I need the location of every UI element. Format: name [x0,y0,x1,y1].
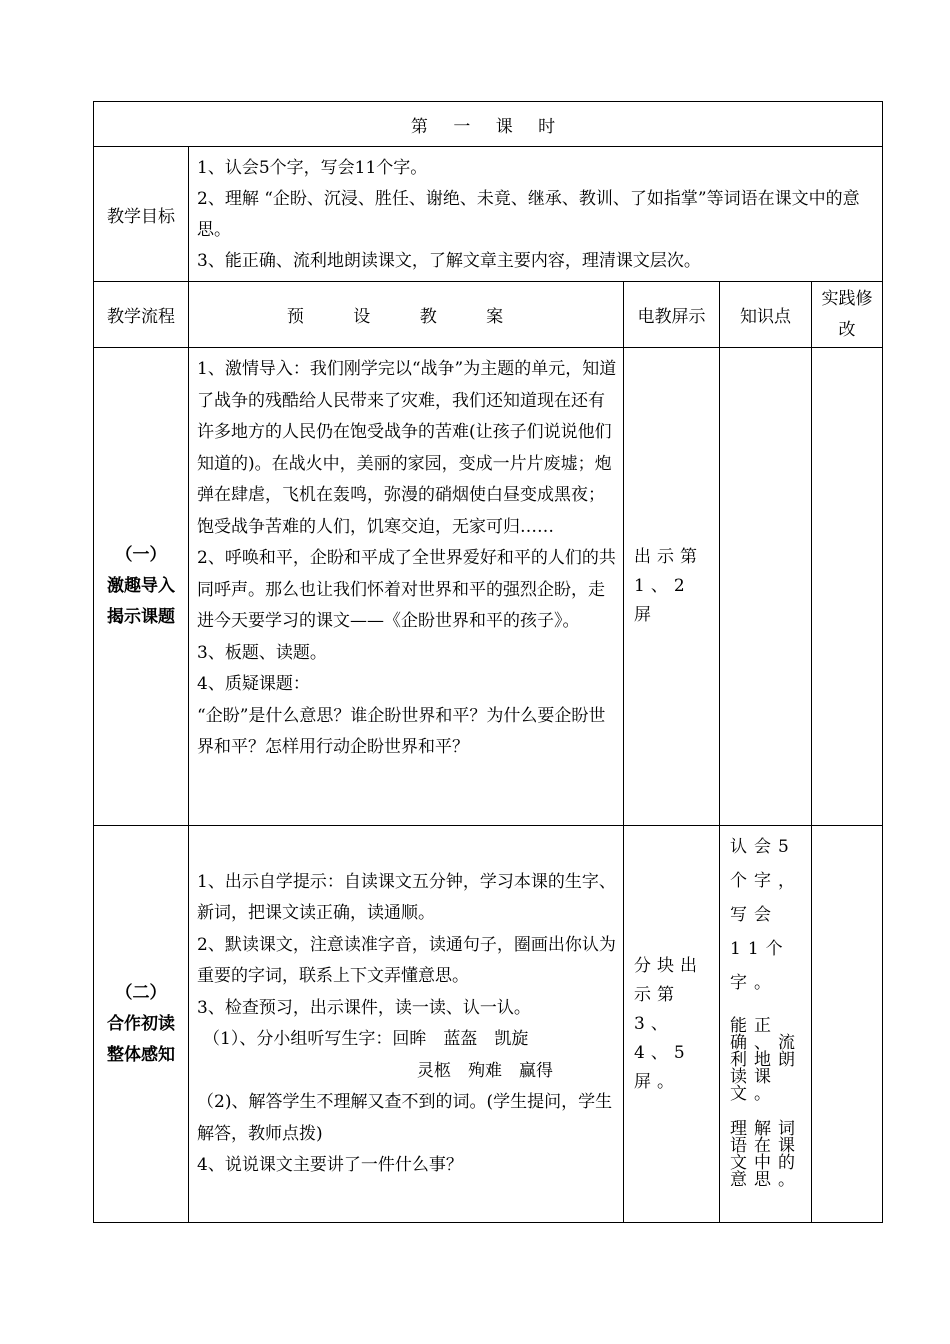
stage-one-display: 出示第1、2屏 [624,348,720,826]
knowledge-point: 能正确、流利地朗读课文。 [730,1016,802,1104]
stage-two-display: 分块出示第3、4、5屏。 [624,826,720,1223]
plan-paragraph: 4、质疑课题： [197,674,310,694]
lesson-plan-table [93,101,883,1223]
goal-line: 2、理解 “企盼、沉浸、胜任、谢绝、未竟、继承、教训、了如指掌”等词语在课文中的意思。 [197,189,860,240]
plan-paragraph: 4、说说课文主要讲了一件什么事？ [197,1155,463,1175]
stage-title-line: 整体感知 [107,1044,175,1065]
stage-two-knowledge [720,826,812,1223]
header-plan: 预 设 教 案 [189,282,624,348]
stage-title-line: 合作初读 [107,1013,175,1034]
stage-title-line: 揭示课题 [107,607,175,627]
plan-paragraph: 1、激情导入：我们刚学完以“战争”为主题的单元，知道了战争的残酷给人民带来了灾难，我们还知道现在还有许多地方的人民仍在饱受战争的苦难(让孩子们说说他们知道的)。在战火中，美丽的家园，变成一片片废墟；炮弹在肆虐，飞机在轰鸣，弥漫的硝烟使白昼变成黑夜；饱受战争苦难的人们，饥寒交迫，无家可归…… [197,359,617,537]
stage-one-revise [812,348,883,826]
plan-paragraph: “企盼”是什么意思？谁企盼世界和平？为什么要企盼世界和平？怎样用行动企盼世界和平？ [197,705,606,757]
goals-content [189,147,883,282]
header-display: 电教屏示 [624,282,720,348]
knowledge-point: 理解词语在课文中的意思。 [730,1119,802,1190]
plan-paragraph: 3、板题、读题。 [197,642,327,663]
plan-paragraph: （1）、分小组听写生字：回眸 蓝盔 凯旋 [203,1029,529,1049]
goals-label: 教学目标 [94,147,189,282]
stage-title-line: 激趣导入 [107,576,175,596]
stage-number: （一） [115,545,167,565]
lesson-title: 第 一 课 时 [94,102,883,147]
goal-line: 3、能正确、流利地朗读课文，了解文章主要内容，理清课文层次。 [197,251,701,271]
header-flow: 教学流程 [94,282,189,348]
header-revise: 实践修改 [812,282,883,348]
stage-two-plan [189,826,624,1223]
plan-paragraph: 灵柩 殉难 赢得 [417,1060,553,1081]
goal-line: 1、认会5个字，写会11个字。 [197,158,428,178]
header-knowledge: 知识点 [720,282,812,348]
knowledge-point: 认会5个字，写会11个字。 [730,837,802,993]
stage-number: （二） [115,982,167,1003]
stage-one-label [94,348,189,826]
stage-one-plan [189,348,624,826]
plan-paragraph: （2)、解答学生不理解又查不到的词。(学生提问，学生解答，教师点拨) [197,1092,613,1144]
stage-two-revise [812,826,883,1223]
plan-paragraph: 2、默读课文，注意读准字音，读通句子，圈画出你认为重要的字词，联系上下文弄懂意思。 [197,934,616,986]
plan-paragraph: 2、呼唤和平，企盼和平成了全世界爱好和平的人们的共同呼声。那么也让我们怀着对世界和平的强烈企盼，走进今天要学习的课文——《企盼世界和平的孩子》。 [197,548,616,631]
stage-one-knowledge [720,348,812,826]
plan-paragraph: 1、出示自学提示：自读课文五分钟，学习本课的生字、新词，把课文读正确，读通顺。 [197,871,616,923]
stage-two-label [94,826,189,1223]
plan-paragraph: 3、检查预习，出示课件，读一读、认一认。 [197,997,531,1018]
